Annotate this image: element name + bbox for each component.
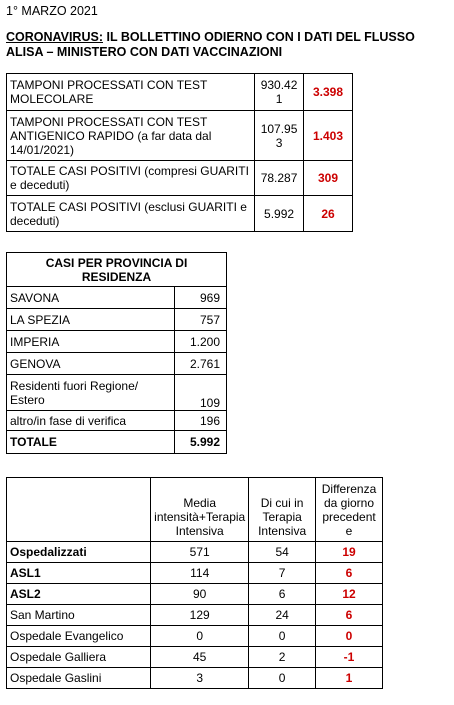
hospital-name: ASL2 — [7, 584, 151, 605]
summary-total: 930.421 — [255, 74, 304, 111]
hospital-ti: 0 — [249, 626, 316, 647]
hospital-ti: 2 — [249, 647, 316, 668]
province-value: 196 — [174, 411, 227, 431]
table-row — [7, 626, 383, 647]
summary-label: TAMPONI PROCESSATI CON TEST MOLECOLARE — [7, 74, 255, 111]
province-name: IMPERIA — [7, 331, 175, 353]
summary-diff: 3.398 — [304, 74, 353, 111]
hospital-name: Ospedale Galliera — [7, 647, 151, 668]
hospital-ti: 24 — [249, 605, 316, 626]
province-value: 757 — [174, 309, 227, 331]
table-row — [7, 196, 353, 232]
hospital-header-media: Media intensità+Terapia Intensiva — [151, 478, 249, 542]
province-value: 1.200 — [174, 331, 227, 353]
hospital-media: 90 — [151, 584, 249, 605]
headline-lead: CORONAVIRUS: — [6, 30, 103, 44]
headline — [6, 30, 450, 60]
province-value: 969 — [174, 287, 227, 309]
hospital-ti: 54 — [249, 542, 316, 563]
table-row — [7, 563, 383, 584]
hospital-name: Ospedalizzati — [7, 542, 151, 563]
hospital-media: 571 — [151, 542, 249, 563]
hospital-media: 129 — [151, 605, 249, 626]
table-row — [7, 668, 383, 689]
table-row — [7, 375, 227, 411]
hospital-diff: 1 — [316, 668, 383, 689]
table-row — [7, 605, 383, 626]
table-row — [7, 431, 227, 454]
summary-diff: 26 — [304, 196, 353, 232]
province-value: 2.761 — [174, 353, 227, 375]
hospital-ti: 7 — [249, 563, 316, 584]
hospital-header-diff: Differenza da giorno precedente — [316, 478, 383, 542]
hospital-media: 0 — [151, 626, 249, 647]
hospital-header-empty — [7, 478, 151, 542]
hospital-diff: 19 — [316, 542, 383, 563]
summary-total: 78.287 — [255, 161, 304, 196]
hospital-name: San Martino — [7, 605, 151, 626]
table-row — [7, 584, 383, 605]
province-total-label: TOTALE — [7, 431, 175, 454]
hospital-diff: 0 — [316, 626, 383, 647]
bulletin-date: 1° MARZO 2021 — [6, 4, 98, 18]
hospital-diff: 6 — [316, 563, 383, 584]
summary-total: 107.953 — [255, 111, 304, 161]
table-row — [7, 161, 353, 196]
province-name: LA SPEZIA — [7, 309, 175, 331]
hospital-media: 45 — [151, 647, 249, 668]
province-name: altro/in fase di verifica — [7, 411, 175, 431]
table-row — [7, 74, 353, 111]
headline-rest: IL BOLLETTINO ODIERNO CON I DATI DEL FLUSSO ALISA – MINISTERO CON DATI VACCINAZIONI — [6, 30, 415, 59]
table-header-row — [7, 478, 383, 542]
summary-diff: 309 — [304, 161, 353, 196]
table-row — [7, 542, 383, 563]
hospital-media: 3 — [151, 668, 249, 689]
hospital-header-ti: Di cui in Terapia Intensiva — [249, 478, 316, 542]
summary-total: 5.992 — [255, 196, 304, 232]
hospital-media: 114 — [151, 563, 249, 584]
province-name: Residenti fuori Regione/ Estero — [7, 375, 175, 411]
table-row — [7, 411, 227, 431]
table-row — [7, 309, 227, 331]
table-row — [7, 111, 353, 161]
summary-label: TOTALE CASI POSITIVI (compresi GUARITI e deceduti) — [7, 161, 255, 196]
hospital-diff: -1 — [316, 647, 383, 668]
hospital-table — [6, 477, 383, 689]
province-value: 109 — [174, 375, 227, 411]
hospital-name: ASL1 — [7, 563, 151, 584]
province-header: CASI PER PROVINCIA DI RESIDENZA — [7, 253, 227, 287]
summary-label: TOTALE CASI POSITIVI (esclusi GUARITI e deceduti) — [7, 196, 255, 232]
province-name: SAVONA — [7, 287, 175, 309]
table-row — [7, 287, 227, 309]
hospital-diff: 6 — [316, 605, 383, 626]
hospital-ti: 6 — [249, 584, 316, 605]
summary-label: TAMPONI PROCESSATI CON TEST ANTIGENICO RAPIDO (a far data dal 14/01/2021) — [7, 111, 255, 161]
province-name: GENOVA — [7, 353, 175, 375]
table-row — [7, 647, 383, 668]
table-header-row — [7, 253, 227, 287]
hospital-diff: 12 — [316, 584, 383, 605]
hospital-name: Ospedale Evangelico — [7, 626, 151, 647]
hospital-name: Ospedale Gaslini — [7, 668, 151, 689]
table-row — [7, 331, 227, 353]
province-total-value: 5.992 — [174, 431, 227, 454]
province-table — [6, 252, 227, 454]
summary-diff: 1.403 — [304, 111, 353, 161]
table-row — [7, 353, 227, 375]
hospital-ti: 0 — [249, 668, 316, 689]
summary-table — [6, 73, 353, 232]
